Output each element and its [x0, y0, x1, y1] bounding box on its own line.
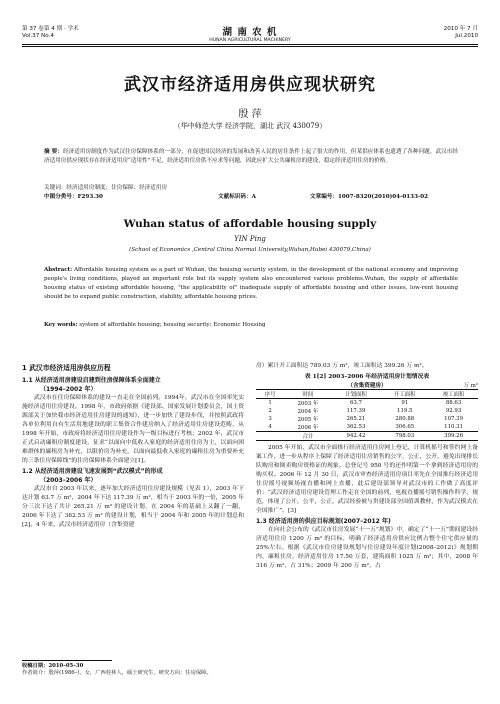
table-cell: 2003 年	[297, 401, 319, 407]
keywords-cn: 关键词：经济适用房制度；住房保障；经济适用房	[44, 185, 168, 191]
table-cell: 2004 年	[297, 409, 319, 415]
header-rule-thin	[22, 46, 478, 47]
section-1-2-years: （2003–2006 年）	[40, 477, 97, 484]
keywords-en-text: system of affordable housing; housing security; Economic Housing	[79, 322, 266, 328]
paragraph-right-top: 房）累计开工面积达 789.03 万 m²，竣工面积达 399.26 万 m²。	[256, 363, 428, 369]
abstract-cn	[44, 148, 458, 166]
document-code: 文献标识码：A	[218, 194, 256, 200]
paragraph-4: 在向社会公布的《武汉市住房发展“十一五”规划》中，确定了“十一五”期间建设经济适用住房 1200 万 m² 的目标，明确了经济适用房供应比例占整个住宅供应量的 25%左右。根据《武汉市住房建设规划与住房建设年度计划(2008–2012)》规划期内，廉租住房，经济适用住房 17.50 万套，建筑面积 1025 万 m²；其中，2008 年 316 万 m²，占 31%；2009 年 200 万 m²，占	[256, 527, 478, 569]
table-cell: 119.5	[397, 408, 413, 414]
volume-en: Vol.37 No.4	[22, 33, 54, 39]
table-cell: 2005 年	[297, 417, 319, 423]
table-cell: 117.39	[346, 408, 366, 414]
page-number: 133	[245, 694, 255, 700]
table-cell: 280.88	[395, 416, 415, 422]
table-row	[256, 423, 478, 432]
date-en: Jul.2010	[455, 33, 478, 39]
table-cell: 3	[268, 416, 272, 422]
author-affiliation: （华中师范大学 经济学院，湖北 武汉 430079）	[173, 122, 327, 130]
keywords-en-label: Key words:	[44, 322, 78, 328]
abstract-en-label: Abstract:	[44, 267, 73, 273]
table-cell: 306.65	[395, 424, 415, 430]
paragraph-3: 2005 年开始，武汉市全面推行经济适用住房网上登记，计算机摇号和签约网上备案工作，进一步从程序上保障了经济适用住房销售的公平，公正，公开，避免出现排长队购房和倒卖购房资格证的现象。总登记号 950 号的还作明第一个拿到经济适用房的购买权。2006 年 12 月 30 日，武汉市审查经济适用房项目率先在全国推行经济适用住房摇号视频场视直播和网上直播，此后建设部领导对武汉市的工作做了高度评价：“武汉经济适用房建设管理工作走在全国的前列，电视直播摇号销售操作科学，规范，体现了公开，公平，公正，武汉经验被与贵建设部全国值训教材，作为武汉模式在全国推广”。[3]	[256, 445, 478, 514]
table-cell: 362.53	[346, 424, 366, 430]
header-rule	[22, 44, 478, 45]
table-cell: 91	[401, 400, 409, 406]
table-row	[256, 407, 478, 415]
table-header: 竣工面积	[429, 390, 478, 399]
table-header: 开工面积	[380, 390, 429, 399]
table-cell: 265.21	[346, 416, 366, 422]
table-cell: 2	[268, 408, 272, 414]
table-cell: 合计	[302, 434, 314, 440]
paragraph-1: 武汉市在住房保障体系的建设一直走在全国前列。1994年，武汉市在全国率先实施经济适用住房建设。1998 年，市政府依据《建设部、国家发展计划委员会，国土资源部关于加快我市经济适用住房建设的通知》，进一步加快了建设步伐，并按照武政将各单位利用自有生活用地建设的职工集资合作建房纳入了经济适用住房建设范畴，从 1998 年开始，市政府将经济适用住房建设作为一级目标进行考核；2002 年，武汉市正式启动廉租房制度建设，征求“以面向中低收入家庭的经济适用住房为主，以面向困难群体的廉租房为补充，以限价房为补充，以面向最低收入家庭的廉租住房为重要补充的三条住房保障线”的住房保障体系全面建立[1]。	[22, 395, 244, 464]
right-column	[256, 362, 478, 571]
keywords-en	[44, 322, 458, 329]
table-row	[256, 399, 478, 408]
section-1-heading: 1 武汉市经济适用房供应历程	[22, 364, 111, 372]
table-cell: 4	[268, 424, 272, 430]
section-1-1-years: （1994–2002 年）	[40, 386, 97, 393]
journal-name-en: HUNAN AGRICULTURAL MACHINERY	[209, 38, 291, 43]
table-header: 计划面积	[332, 390, 381, 399]
footnote-author: 作者简介：殷萍(1986–)，女，广西桂林人，硕士研究生，研究方向：住房保障。	[22, 670, 212, 676]
english-affiliation: (School of Economics ,Central China Normal University,Wuhan,Hubei 430079,China)	[129, 247, 371, 253]
paragraph-2: 武汉市自 2003 年以来，逐年加大经济适用住房建设规模（见表 1），2003 年下达计划 63.7 万 m²，2004 年下达 117.39 万 m²，相当于 2003 年的一倍，2005 年分三次下达了共计 265.21 万 m² 的建设计划，在 2004 年的基础上又翻了一翻，2006 年下达了 362.53 万 m² 的建设计划，相当于 2004 年和 2005 年的计划总和[2]。4 年来，武汉市经济适用房（含集资建	[22, 486, 244, 528]
footnote-received: 收稿日期：2010–05–30	[22, 663, 84, 669]
table-cell: 92.93	[445, 408, 462, 414]
header-journal	[150, 24, 350, 43]
left-column	[22, 362, 244, 530]
table-cell: 798.03	[395, 433, 415, 439]
section-1-2-heading: 1.2 从经济适用房建设飞速发展到“武汉模式”的形成	[22, 468, 163, 475]
article-title: 武汉市经济适用房供应现状研究	[124, 75, 376, 95]
clc-number: 中图分类号：F293.30	[44, 194, 103, 200]
section-1-1-heading: 1.1 从经济适用房建设启建到住房保障体系全面建立	[22, 377, 161, 384]
header-volume	[22, 26, 79, 40]
journal-name-cn: 湖 南 农 机	[222, 27, 278, 38]
table-subtitle: （含集资建房）	[347, 383, 387, 389]
header-date	[444, 26, 478, 40]
table-cell: 63.7	[349, 400, 362, 406]
table-cell: 110.31	[444, 424, 464, 430]
article-number: 文章编号：1007-8320(2010)04-0133-02	[310, 194, 429, 200]
section-1-3-heading: 1.3 经济适用房的供应目标规划(2007–2012 年)	[256, 518, 391, 525]
abstract-en	[44, 266, 458, 302]
table-header: 时间	[284, 390, 331, 399]
abstract-label: 摘 要：	[44, 149, 63, 155]
english-author: YIN Ping	[234, 235, 266, 243]
footnote-rule	[22, 660, 112, 661]
table-cell	[256, 432, 284, 441]
table-cell: 88.63	[445, 400, 462, 406]
table-cell: 942.42	[346, 433, 366, 439]
abstract-en-text: Affordable housing system as a part of Wuhan, the housing security system, in the development of the national economy and improving people's living conditions, played an important role but its supply system also encountered various problems.Wuhan, the supply of affordable housing status of existing affordable housing, "the applicability of" inadequate supply of affordable housing and other issues, low-rent housing should be to expand public construction, stability, affordable housing prices.	[44, 267, 458, 300]
table-cell: 399.26	[444, 433, 464, 439]
volume-line: 第 37 卷第 4 期 · 学术	[22, 26, 79, 32]
plan-table	[256, 389, 478, 441]
table-caption-row	[256, 381, 478, 389]
table-total-row	[256, 432, 478, 441]
table-cell: 2006 年	[297, 425, 319, 431]
abstract-text: 经济适用房制度作为武汉住房保障体系的一部分，在促进国民经济的发展和改善人民的居住条件上起了很大的作用，但某供应体系也遗透了各种问题。武汉市经济适用房供应现状存在经济适用房“适用性”不足，经济适用住房供不应求等问题，因此应扩大公共廉租房的建设，稳定经济适用住房的价格。	[44, 149, 458, 164]
table-row	[256, 415, 478, 423]
table-cell: 1	[268, 400, 272, 406]
table-header: 序号	[256, 390, 284, 399]
author-name: 殷 萍	[238, 109, 262, 120]
table-cell: 107.39	[444, 416, 464, 422]
table-unit: 万 m²	[463, 383, 478, 389]
footnote	[22, 663, 244, 677]
date-cn: 2010 年 7 月	[443, 26, 478, 32]
table-header-row	[256, 390, 478, 399]
english-title: Wuhan status of affordable housing supply	[123, 218, 377, 230]
table-title: 表 1[2] 2003–2006 年经济适用房计划情况表	[304, 374, 430, 380]
